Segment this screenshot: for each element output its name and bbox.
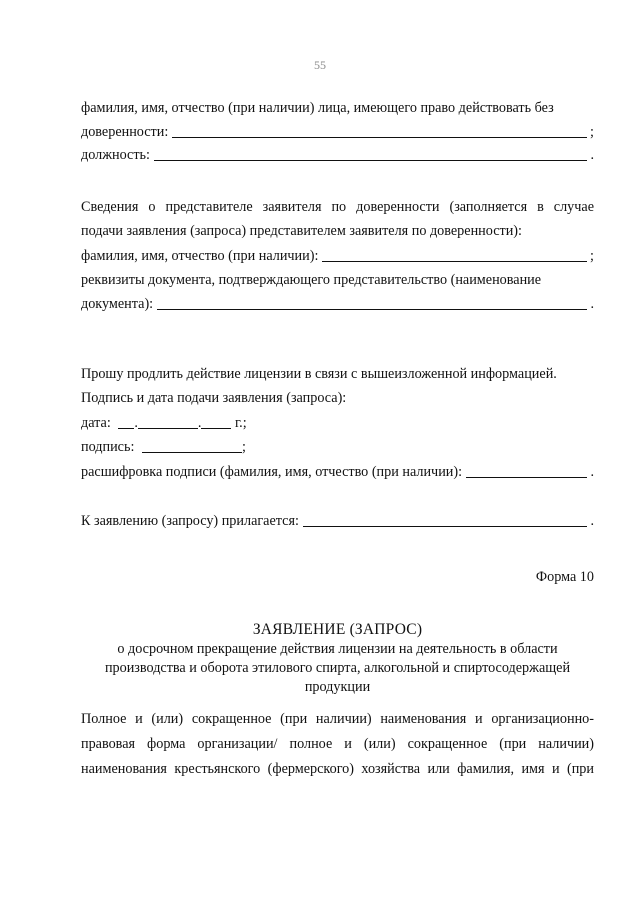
date-row [81,414,594,432]
signature-label: подпись: [81,439,135,455]
attachment-field[interactable] [303,512,588,527]
representative-intro-line2: подачи заявления (запроса) представителем заявителя по доверенности): [81,223,522,239]
position-end: . [590,147,594,163]
date-month-field[interactable] [138,414,198,429]
representative-intro-line1: Сведения о представителе заявителя по доверенности (заполняется в случае [81,199,594,215]
signature-end: ; [241,439,246,455]
representative-doc-line1: реквизиты документа, подтверждающего представительство (наименование [81,272,542,288]
power-end: ; [590,124,594,140]
signature-field[interactable] [142,438,242,453]
form-title: ЗАЯВЛЕНИЕ (ЗАПРОС) [252,621,423,638]
date-sep2: . [197,415,202,431]
date-sep1: . [134,415,138,431]
date-end: г.; [234,415,247,431]
representative-doc-label: документа): [81,296,154,312]
signature-decode-row [81,463,594,481]
signature-row [81,438,594,456]
power-label: доверенности: [81,124,169,140]
attachment-end: . [590,513,594,529]
form-subtitle-line3: продукции [304,679,371,695]
position-label: должность: [81,147,150,163]
page-number: 55 [314,58,326,72]
representative-name-end: ; [590,248,594,264]
power-field[interactable] [172,123,587,138]
representative-name-label: фамилия, имя, отчество (при наличии): [81,248,319,264]
request-line2: Подпись и дата подачи заявления (запроса): [81,390,347,406]
date-day-field[interactable] [118,414,134,429]
date-year-field[interactable] [201,414,231,429]
representative-doc-end: . [590,296,594,312]
representative-name-row [81,247,594,265]
signature-decode-field[interactable] [466,463,587,478]
form-body-line2: правовая форма организации/ полное и (или) сокращенное (при наличии) [81,736,594,752]
form-number: Форма 10 [535,569,594,585]
date-label: дата: [81,415,111,431]
request-line1: Прошу продлить действие лицензии в связи с вышеизложенной информацией. [81,366,557,382]
representative-doc-row [81,295,594,313]
signature-decode-label: расшифровка подписи (фамилия, имя, отчество (при наличии): [81,464,463,480]
representative-doc-field[interactable] [157,295,587,310]
applicant-head-line: фамилия, имя, отчество (при наличии) лица, имеющего право действовать без [81,100,554,116]
position-field[interactable] [154,146,587,161]
power-of-attorney-row [81,123,594,141]
attachment-label: К заявлению (запросу) прилагается: [81,513,299,529]
form-body-line1: Полное и (или) сокращенное (при наличии) наименования и организационно- [81,711,594,727]
representative-name-field[interactable] [322,247,587,262]
attachment-row [81,512,594,530]
form-subtitle-line2: производства и оборота этилового спирта, алкогольной и спиртосодержащей [104,660,571,676]
position-row [81,146,594,164]
form-subtitle-line1: о досрочном прекращение действия лицензии на деятельность в области [117,641,558,657]
signature-decode-end: . [590,464,594,480]
form-body-line3: наименования крестьянского (фермерского) хозяйства или фамилия, имя и (при [81,761,594,777]
